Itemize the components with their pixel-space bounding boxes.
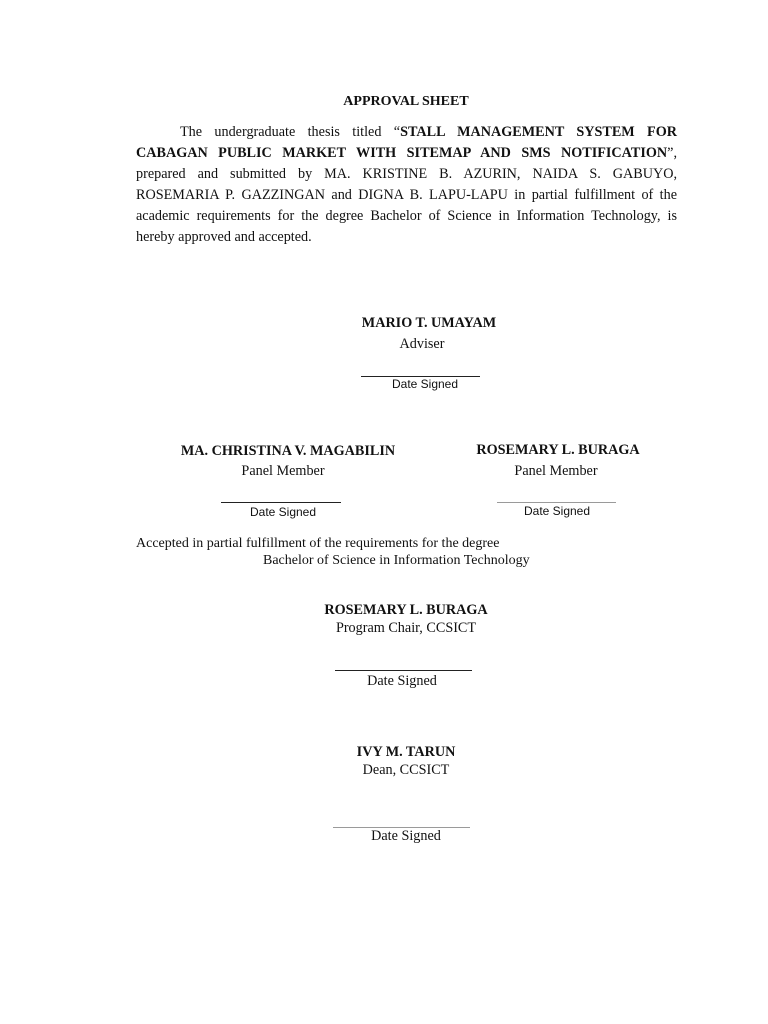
adviser-date-signed: Date Signed <box>391 377 459 391</box>
panel-member-2-role: Panel Member <box>514 463 598 479</box>
adviser-role: Adviser <box>399 336 445 352</box>
thesis-title: STALL MANAGEMENT SYSTEM FOR CABAGAN PUBLIC MARKET WITH SITEMAP AND SMS NOTIFICATION <box>136 124 677 161</box>
program-chair-name: ROSEMARY L. BURAGA <box>324 602 488 618</box>
panel-member-1-signature-line <box>221 502 341 503</box>
paragraph-rest: ”, prepared and submitted by MA. KRISTINE B. AZURIN, NAIDA S. GABUYO, ROSEMARIA P. GAZZINGAN and DIGNA B. LAPU-LAPU in partial fulfillment of the academic requirements for the degree Bachelor of Science in Information Technology, is hereby approved and accepted. <box>136 145 677 245</box>
dean-role: Dean, CCSICT <box>362 762 450 778</box>
acceptance-line-1: Accepted in partial fulfillment of the requirements for the degree <box>136 536 500 551</box>
panel-member-1-role: Panel Member <box>241 463 325 479</box>
adviser-name: MARIO T. UMAYAM <box>361 315 497 331</box>
program-chair-signature-line <box>335 670 472 671</box>
paragraph-intro: The undergraduate thesis titled “ <box>180 124 401 140</box>
program-chair-role: Program Chair, CCSICT <box>335 620 477 636</box>
panel-member-1-date-signed: Date Signed <box>249 505 317 519</box>
page-title: APPROVAL SHEET <box>343 94 469 109</box>
program-chair-date-signed: Date Signed <box>367 673 437 689</box>
approval-paragraph <box>136 122 677 248</box>
acceptance-line-2: Bachelor of Science in Information Technology <box>263 553 530 568</box>
panel-member-2-name: ROSEMARY L. BURAGA <box>476 442 640 458</box>
panel-member-2-signature-line <box>497 502 616 503</box>
dean-date-signed: Date Signed <box>371 828 441 844</box>
panel-member-2-date-signed: Date Signed <box>523 504 591 518</box>
panel-member-1-name: MA. CHRISTINA V. MAGABILIN <box>180 443 396 459</box>
dean-name: IVY M. TARUN <box>356 744 456 760</box>
